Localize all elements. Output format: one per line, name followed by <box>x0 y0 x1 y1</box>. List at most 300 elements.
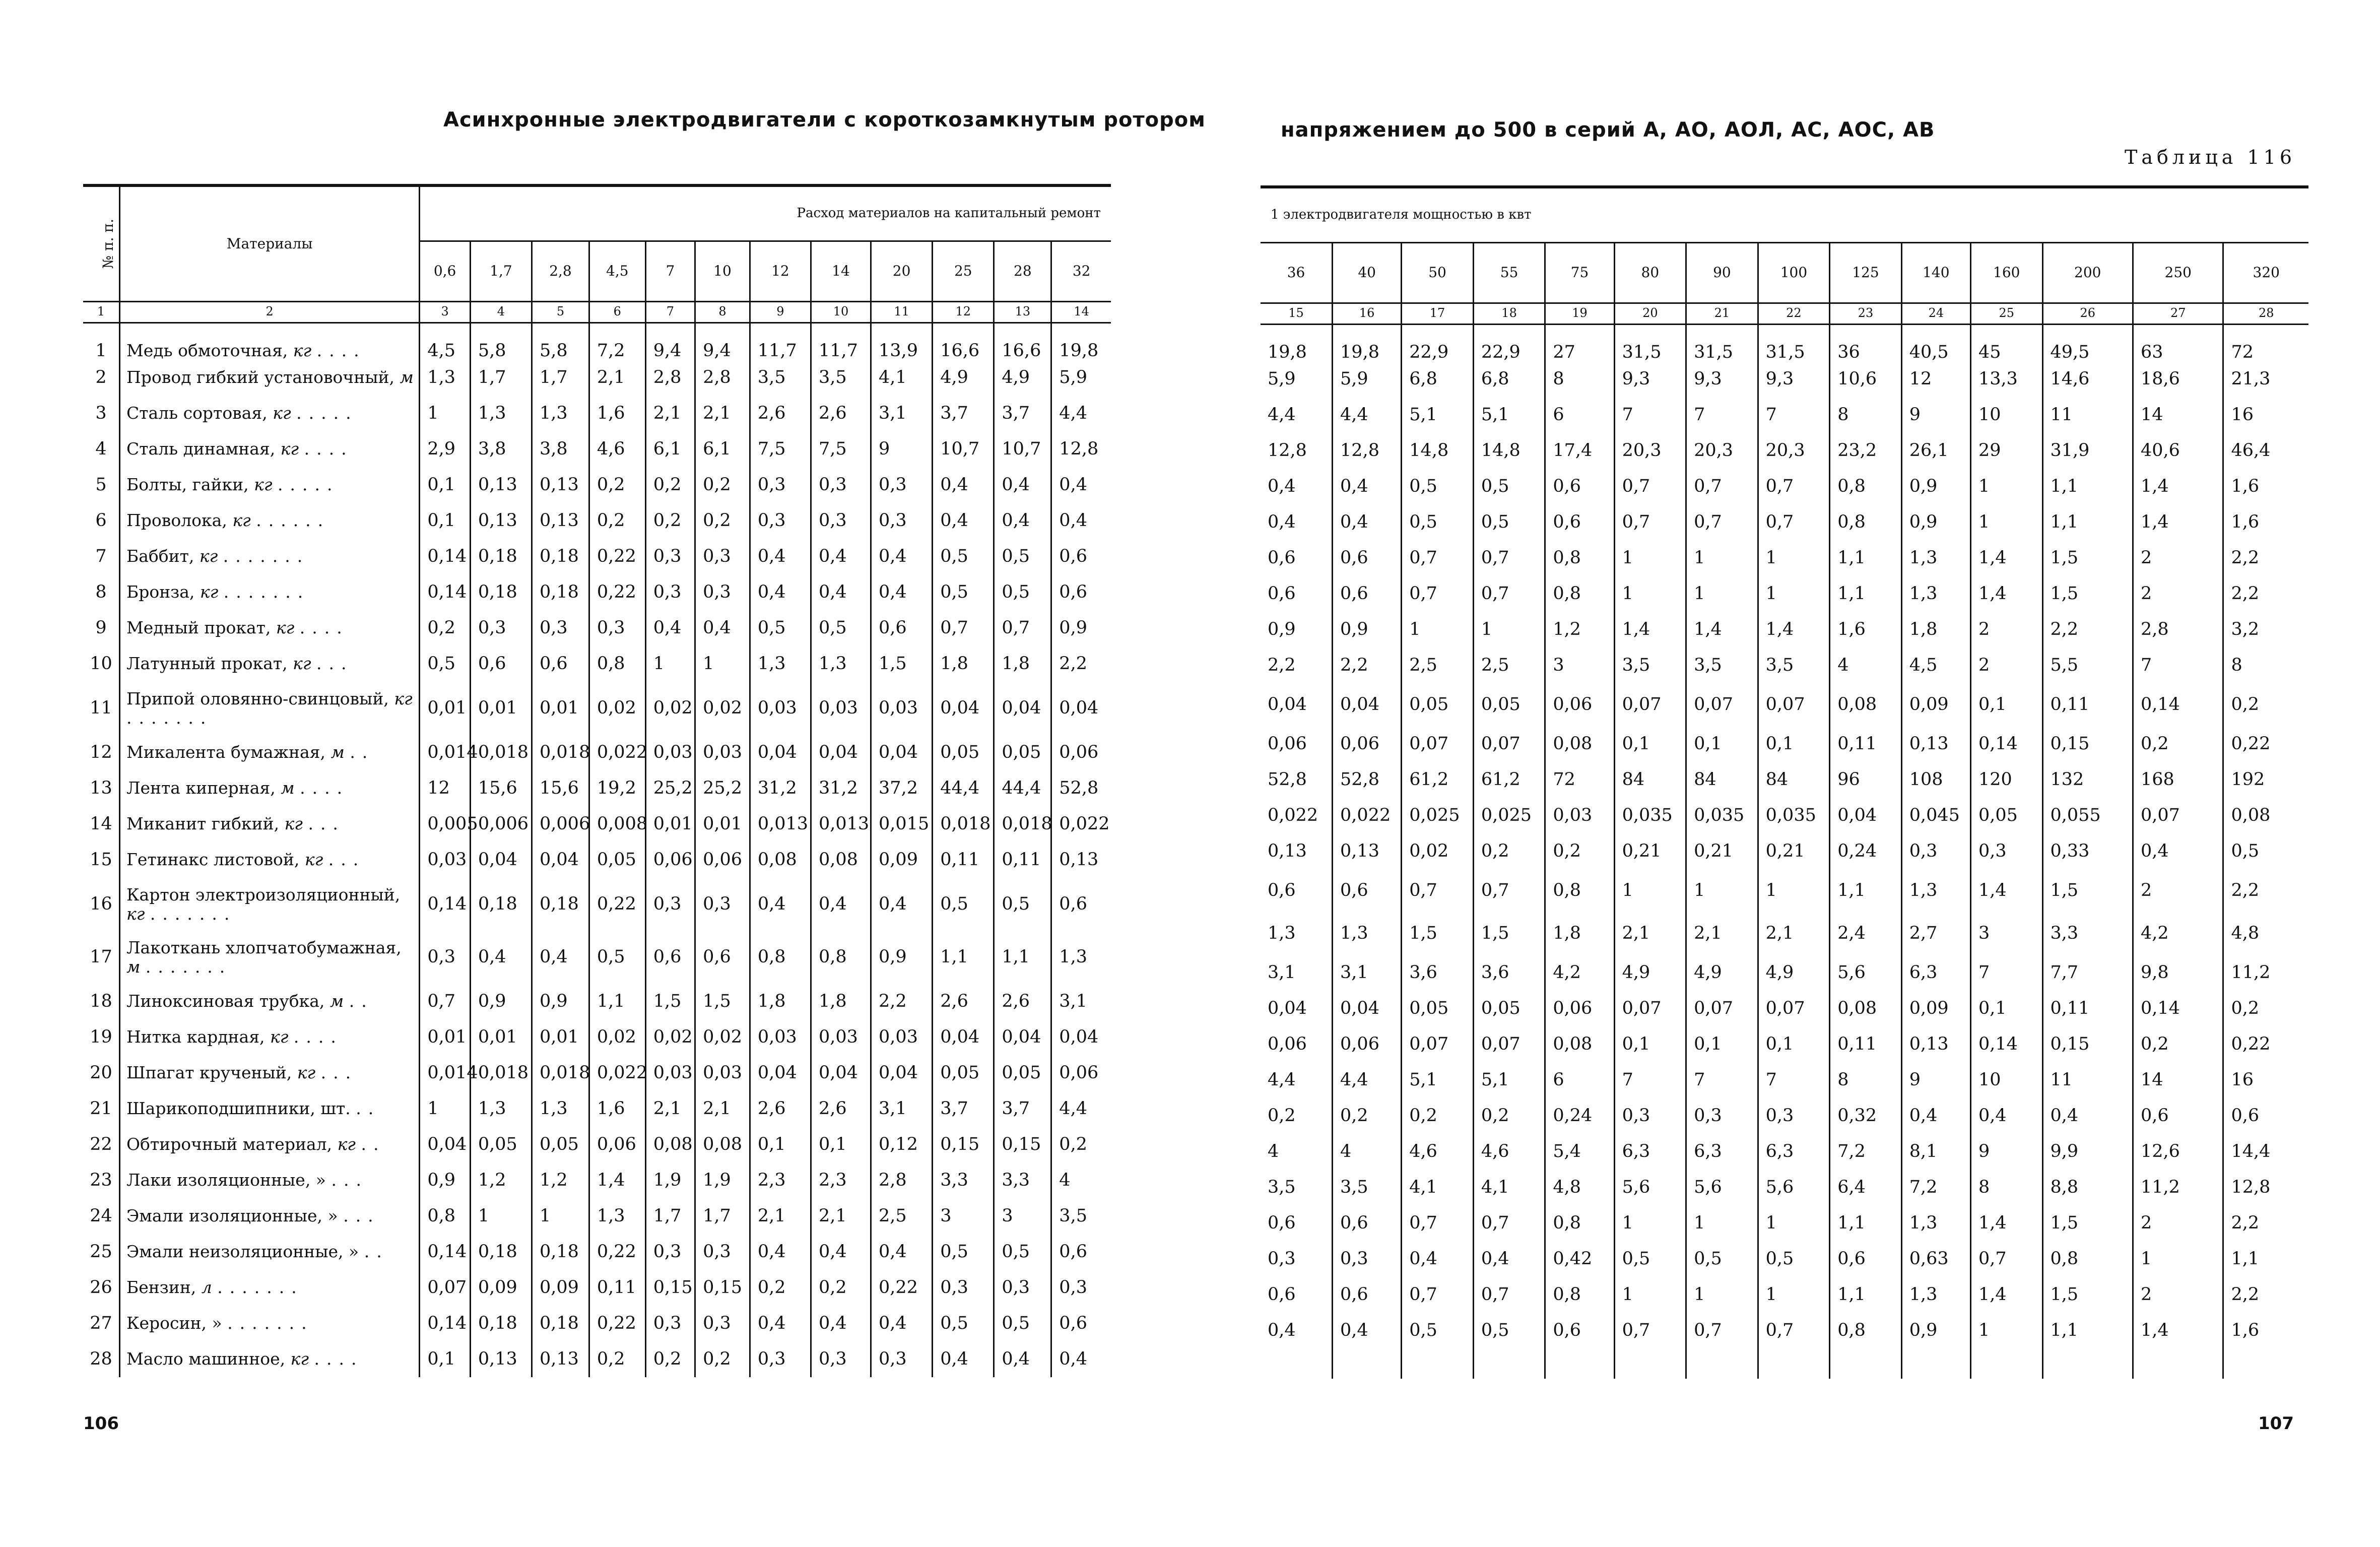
row-number: 13 <box>83 770 119 806</box>
material-name: Картон электроизоляционный, <box>126 884 401 905</box>
value-cell: 1,4 <box>2133 1313 2223 1348</box>
value-cell: 0,18 <box>470 1234 532 1270</box>
value-cell: 1,1 <box>933 931 994 984</box>
leader-dots: ....... <box>217 1277 304 1298</box>
value-cell: 0,04 <box>1830 798 1902 833</box>
leader-dots: .... <box>316 340 366 360</box>
value-cell: 1 <box>1758 869 1830 912</box>
power-header-cell: 50 <box>1402 242 1474 303</box>
value-cell: 2 <box>2133 576 2223 612</box>
value-cell: 0,2 <box>750 1270 811 1306</box>
value-cell: 0,7 <box>1686 504 1758 540</box>
value-cell: 1,4 <box>1970 540 2042 576</box>
value-cell: 19,8 <box>1261 324 1333 361</box>
value-cell: 1,1 <box>2042 504 2133 540</box>
material-name: Шпагат крученый, <box>126 1063 292 1083</box>
value-cell: 0,2 <box>2133 726 2223 762</box>
value-cell: 31,2 <box>811 770 871 806</box>
value-cell: 0,06 <box>1545 683 1614 726</box>
value-cell: 0,035 <box>1758 798 1830 833</box>
value-cell: 12,8 <box>1059 439 1099 460</box>
material-unit: кг <box>284 814 303 834</box>
value-cell: 10 <box>1970 397 2042 433</box>
value-cell: 1,5 <box>1402 912 1474 955</box>
value-cell: 8 <box>1970 1170 2042 1205</box>
value-cell: 0,1 <box>1758 1026 1830 1062</box>
value-cell: 0,4 <box>1333 469 1402 504</box>
value-cell: 3 <box>1545 648 1614 683</box>
value-cell: 3,3 <box>2042 912 2133 955</box>
value-cell: 5,9 <box>1261 361 1333 397</box>
left-page-title: Асинхронные электродвигатели с короткозамкнутым ротором <box>443 108 1206 132</box>
value-cell: 0,7 <box>1758 1313 1830 1348</box>
value-cell: 0,4 <box>750 1234 811 1270</box>
row-number: 27 <box>83 1306 119 1341</box>
value-cell: 0,11 <box>2042 991 2133 1026</box>
value-cell: 0,22 <box>589 1306 645 1341</box>
value-cell: 0,2 <box>1545 833 1614 869</box>
value-cell: 0,05 <box>1473 991 1545 1026</box>
empty-cell <box>2133 1348 2223 1379</box>
value-cell: 3,5 <box>1614 648 1686 683</box>
value-cell: 0,4 <box>871 1234 933 1270</box>
value-cell: 1,4 <box>1970 576 2042 612</box>
value-cell: 0,07 <box>1402 1026 1474 1062</box>
value-cell: 0,05 <box>1970 798 2042 833</box>
value-cell: 6,8 <box>1473 361 1545 397</box>
value-cell: 0,04 <box>811 1055 871 1091</box>
value-cell: 2,6 <box>811 1091 871 1127</box>
value-cell: 0,06 <box>589 1127 645 1163</box>
right-page <box>1190 0 2380 1547</box>
value-cell: 4,1 <box>1473 1170 1545 1205</box>
value-cell: 0,4 <box>994 1341 1051 1377</box>
value-cell: 0,8 <box>750 931 811 984</box>
value-cell: 2,9 <box>420 431 470 467</box>
column-number-cell: 1 <box>83 301 119 323</box>
value-cell: 0,04 <box>933 682 994 735</box>
value-cell: 0,13 <box>470 1341 532 1377</box>
value-cell: 0,5 <box>1686 1241 1758 1277</box>
value-cell: 0,05 <box>532 1127 589 1163</box>
value-cell: 3,5 <box>1059 1206 1087 1227</box>
value-cell: 0,07 <box>420 1270 470 1306</box>
value-cell: 31,5 <box>1758 324 1830 361</box>
value-cell: 0,2 <box>1059 1134 1087 1155</box>
material-name-cell <box>119 984 419 1019</box>
material-unit: м <box>329 991 344 1011</box>
value-cell: 0,4 <box>1473 1241 1545 1277</box>
value-cell: 0,022 <box>1261 798 1333 833</box>
leader-dots: ...... <box>256 510 330 531</box>
value-cell: 0,8 <box>811 931 871 984</box>
value-cell: 0,22 <box>589 878 645 931</box>
value-cell: 23,2 <box>1830 433 1902 469</box>
value-cell: 0,13 <box>1261 833 1333 869</box>
right-materials-table <box>1261 185 2308 1379</box>
row-number: 21 <box>83 1091 119 1127</box>
value-cell: 0,04 <box>871 1055 933 1091</box>
material-unit: кг <box>290 1349 309 1369</box>
value-cell: 1,1 <box>2042 1313 2133 1348</box>
table-row <box>83 931 1111 984</box>
material-name-cell <box>119 1270 419 1306</box>
value-cell: 2,3 <box>750 1163 811 1198</box>
value-cell: 0,8 <box>2042 1241 2133 1277</box>
value-cell: 0,4 <box>695 610 750 646</box>
material-name-cell <box>119 431 419 467</box>
power-header-cell: 7 <box>645 241 695 301</box>
material-unit: кг <box>293 654 311 674</box>
value-cell: 4,8 <box>1545 1170 1614 1205</box>
value-cell: 1,1 <box>2042 469 2133 504</box>
value-cell: 1,7 <box>532 360 589 396</box>
left-materials-table <box>83 184 1111 1377</box>
table-row <box>1261 540 2308 576</box>
table-row <box>1261 955 2308 991</box>
table-row <box>1261 1170 2308 1205</box>
empty-cell <box>1545 1348 1614 1379</box>
value-cell: 1 <box>1686 1277 1758 1313</box>
value-cell: 0,6 <box>1333 1205 1402 1241</box>
value-cell: 0,4 <box>470 931 532 984</box>
value-cell: 0,2 <box>695 467 750 503</box>
table-row <box>1261 833 2308 869</box>
value-cell: 1 <box>420 396 470 431</box>
value-cell: 0,5 <box>589 931 645 984</box>
value-cell: 3,7 <box>994 396 1051 431</box>
power-header-cell: 20 <box>871 241 933 301</box>
value-cell: 12,8 <box>2231 1177 2271 1198</box>
value-cell: 1,9 <box>645 1163 695 1198</box>
value-cell: 5,6 <box>1758 1170 1830 1205</box>
value-cell: 0,01 <box>695 806 750 842</box>
value-cell: 0,3 <box>695 574 750 610</box>
value-cell: 192 <box>2231 769 2265 790</box>
value-cell: 0,03 <box>871 682 933 735</box>
table-row <box>1261 1277 2308 1313</box>
value-cell: 9,4 <box>695 323 750 360</box>
value-cell: 1 <box>1970 1313 2042 1348</box>
value-cell: 1 <box>1614 540 1686 576</box>
value-cell: 4 <box>1830 648 1902 683</box>
value-cell: 0,01 <box>470 1019 532 1055</box>
table-row <box>1261 361 2308 397</box>
value-cell: 0,14 <box>1970 1026 2042 1062</box>
value-cell: 0,05 <box>1402 991 1474 1026</box>
value-cell: 1,8 <box>750 984 811 1019</box>
value-cell: 0,6 <box>1059 1242 1087 1262</box>
row-number: 3 <box>83 396 119 431</box>
value-cell: 0,5 <box>933 539 994 574</box>
table-row <box>1261 683 2308 726</box>
material-name-cell <box>119 682 419 735</box>
value-cell: 0,6 <box>1261 1277 1333 1313</box>
value-cell: 0,4 <box>750 574 811 610</box>
value-cell: 1,3 <box>811 646 871 682</box>
value-cell: 0,01 <box>420 1019 470 1055</box>
value-cell: 0,18 <box>470 539 532 574</box>
value-cell: 2,1 <box>695 1091 750 1127</box>
value-cell: 0,21 <box>1686 833 1758 869</box>
column-number-cell: 2 <box>119 301 419 323</box>
row-number: 26 <box>83 1270 119 1306</box>
value-cell: 0,13 <box>1059 850 1099 870</box>
value-cell: 46,4 <box>2231 440 2271 461</box>
empty-cell <box>1261 1348 1333 1379</box>
table-row <box>1261 504 2308 540</box>
value-cell: 12,8 <box>1261 433 1333 469</box>
value-cell: 16 <box>2231 405 2254 425</box>
value-cell: 0,18 <box>532 574 589 610</box>
value-cell: 0,4 <box>645 610 695 646</box>
table-row <box>83 878 1111 931</box>
material-name-cell <box>119 323 419 360</box>
value-cell: 0,2 <box>1473 833 1545 869</box>
value-cell: 1,4 <box>1970 869 2042 912</box>
column-number-cell: 27 <box>2133 303 2223 324</box>
column-number-cell: 23 <box>1830 303 1902 324</box>
value-cell: 15,6 <box>532 770 589 806</box>
value-cell: 0,3 <box>750 467 811 503</box>
value-cell: 2,7 <box>1901 912 1970 955</box>
material-name-cell <box>119 1127 419 1163</box>
value-cell: 1,3 <box>750 646 811 682</box>
value-cell: 0,13 <box>1901 1026 1970 1062</box>
value-cell: 0,3 <box>645 574 695 610</box>
value-cell: 1,4 <box>1686 612 1758 648</box>
value-cell: 1,5 <box>2042 540 2133 576</box>
material-name-cell <box>119 878 419 931</box>
value-cell: 61,2 <box>1473 762 1545 798</box>
value-cell: 0,4 <box>2133 833 2223 869</box>
value-cell: 0,5 <box>1402 469 1474 504</box>
value-cell: 4,5 <box>420 323 470 360</box>
value-cell: 0,4 <box>532 931 589 984</box>
value-cell: 84 <box>1614 762 1686 798</box>
leader-dots: ... <box>316 654 354 674</box>
value-cell: 0,1 <box>1614 726 1686 762</box>
material-name-cell <box>119 931 419 984</box>
value-cell: 0,14 <box>420 1234 470 1270</box>
power-header-cell: 90 <box>1686 242 1758 303</box>
value-cell: 9 <box>1901 397 1970 433</box>
value-cell: 0,8 <box>1545 540 1614 576</box>
column-number-cell: 18 <box>1473 303 1545 324</box>
value-cell: 11,2 <box>2133 1170 2223 1205</box>
table-row <box>1261 912 2308 955</box>
value-cell: 4,4 <box>1261 397 1333 433</box>
table-row <box>83 1127 1111 1163</box>
value-cell: 29 <box>1970 433 2042 469</box>
value-cell: 1,3 <box>1901 1205 1970 1241</box>
column-number-cell: 25 <box>1970 303 2042 324</box>
table-row <box>83 735 1111 770</box>
value-cell: 1,3 <box>1059 947 1087 968</box>
material-unit: кг <box>394 688 413 708</box>
value-cell: 3,8 <box>470 431 532 467</box>
value-cell: 0,4 <box>871 1306 933 1341</box>
value-cell: 0,08 <box>1545 726 1614 762</box>
value-cell: 2,2 <box>2042 612 2133 648</box>
material-name: Нитка кардная, <box>126 1027 265 1047</box>
value-cell: 0,03 <box>420 842 470 878</box>
value-cell: 1 <box>695 646 750 682</box>
value-cell: 2,2 <box>1261 648 1333 683</box>
value-cell: 0,3 <box>811 467 871 503</box>
value-cell: 0,7 <box>994 610 1051 646</box>
value-cell: 15,6 <box>470 770 532 806</box>
column-number-cell: 5 <box>532 301 589 323</box>
value-cell: 0,07 <box>1473 726 1545 762</box>
value-cell: 0,025 <box>1402 798 1474 833</box>
value-cell: 0,02 <box>645 682 695 735</box>
value-cell: 0,5 <box>1402 504 1474 540</box>
material-name-cell <box>119 1055 419 1091</box>
value-cell: 3 <box>933 1198 994 1234</box>
value-cell: 14 <box>2133 397 2223 433</box>
material-name: Миканит гибкий, <box>126 814 280 834</box>
value-cell: 0,5 <box>994 1306 1051 1341</box>
leader-dots: ... <box>343 1206 380 1226</box>
value-cell: 0,9 <box>1901 504 1970 540</box>
value-cell: 6 <box>1545 1062 1614 1098</box>
column-number-cell: 26 <box>2042 303 2133 324</box>
value-cell: 0,2 <box>420 610 470 646</box>
value-cell: 2,8 <box>2133 612 2223 648</box>
value-cell: 0,13 <box>470 503 532 539</box>
value-cell: 0,6 <box>532 646 589 682</box>
value-cell: 8,8 <box>2042 1170 2133 1205</box>
row-number: 2 <box>83 360 119 396</box>
value-cell: 0,01 <box>420 682 470 735</box>
value-cell: 1,6 <box>2231 512 2260 533</box>
material-unit: кг <box>200 582 219 602</box>
leader-dots: .... <box>293 1027 343 1047</box>
value-cell: 1,1 <box>1830 1205 1902 1241</box>
table-row <box>1261 648 2308 683</box>
value-cell: 1,7 <box>645 1198 695 1234</box>
value-cell: 0,5 <box>933 1306 994 1341</box>
value-cell: 4,4 <box>1059 1099 1087 1119</box>
value-cell: 0,4 <box>811 574 871 610</box>
value-cell: 1,6 <box>1830 612 1902 648</box>
value-cell: 0,9 <box>1261 612 1333 648</box>
value-cell: 0,7 <box>1614 504 1686 540</box>
value-cell: 0,07 <box>1614 683 1686 726</box>
value-cell: 0,4 <box>933 1341 994 1377</box>
value-cell: 4 <box>1059 1170 1071 1191</box>
value-cell: 0,2 <box>2231 694 2260 715</box>
value-cell: 6,3 <box>1614 1134 1686 1170</box>
table-row <box>1261 397 2308 433</box>
value-cell: 84 <box>1758 762 1830 798</box>
value-cell: 2 <box>1970 612 2042 648</box>
value-cell: 0,04 <box>994 1019 1051 1055</box>
value-cell: 0,14 <box>2133 991 2223 1026</box>
value-cell: 0,018 <box>994 806 1051 842</box>
value-cell: 1 <box>420 1091 470 1127</box>
value-cell: 0,13 <box>1901 726 1970 762</box>
value-cell: 0,24 <box>1545 1098 1614 1134</box>
value-cell: 2,2 <box>871 984 933 1019</box>
leader-dots: .. <box>364 1242 389 1262</box>
value-cell: 2,6 <box>750 1091 811 1127</box>
power-header-cell: 12 <box>750 241 811 301</box>
value-cell: 0,6 <box>1059 582 1087 603</box>
value-cell: 7,2 <box>1901 1170 1970 1205</box>
value-cell: 1,3 <box>1261 912 1333 955</box>
value-cell: 0,18 <box>532 1306 589 1341</box>
value-cell: 0,09 <box>532 1270 589 1306</box>
column-number-cell: 7 <box>645 301 695 323</box>
value-cell: 0,6 <box>1333 1277 1402 1313</box>
value-cell: 0,05 <box>994 735 1051 770</box>
value-cell: 17,4 <box>1545 433 1614 469</box>
value-cell: 0,5 <box>994 539 1051 574</box>
material-name: Эмали изоляционные, » <box>126 1206 338 1226</box>
value-cell: 0,5 <box>1614 1241 1686 1277</box>
value-cell: 26,1 <box>1901 433 1970 469</box>
value-cell: 0,13 <box>1333 833 1402 869</box>
value-cell: 0,7 <box>1614 1313 1686 1348</box>
table-row <box>1261 576 2308 612</box>
value-cell: 14,8 <box>1402 433 1474 469</box>
table-row <box>83 467 1111 503</box>
value-cell: 44,4 <box>994 770 1051 806</box>
value-cell: 5,8 <box>532 323 589 360</box>
value-cell: 1,2 <box>532 1163 589 1198</box>
value-cell: 72 <box>2231 342 2254 362</box>
value-cell: 2 <box>2133 869 2223 912</box>
value-cell: 1,3 <box>589 1198 645 1234</box>
table-row <box>1261 762 2308 798</box>
value-cell: 0,18 <box>532 539 589 574</box>
table-row <box>83 1091 1111 1127</box>
value-cell: 0,6 <box>1545 1313 1614 1348</box>
leader-dots: ....... <box>145 956 232 977</box>
table-row <box>1261 798 2308 833</box>
value-cell: 0,24 <box>1830 833 1902 869</box>
value-cell: 0,9 <box>1901 1313 1970 1348</box>
material-name: Шарикоподшипники, шт. <box>126 1099 351 1119</box>
value-cell: 0,22 <box>2231 1034 2271 1055</box>
value-cell: 19,2 <box>589 770 645 806</box>
value-cell: 0,06 <box>1261 726 1333 762</box>
material-name: Лаки изоляционные, » <box>126 1170 326 1190</box>
value-cell: 0,035 <box>1614 798 1686 833</box>
table-row <box>83 1055 1111 1091</box>
value-cell: 0,08 <box>695 1127 750 1163</box>
value-cell: 0,6 <box>1261 576 1333 612</box>
value-cell: 5,5 <box>2042 648 2133 683</box>
value-cell: 4,9 <box>1758 955 1830 991</box>
value-cell: 84 <box>1686 762 1758 798</box>
value-cell: 4,9 <box>1614 955 1686 991</box>
value-cell: 3,7 <box>994 1091 1051 1127</box>
table-row <box>1261 726 2308 762</box>
value-cell: 1 <box>2133 1241 2223 1277</box>
value-cell: 0,08 <box>1830 683 1902 726</box>
value-cell: 0,18 <box>470 574 532 610</box>
column-number-cell: 8 <box>695 301 750 323</box>
value-cell: 0,18 <box>470 1306 532 1341</box>
material-name: Эмали неизоляционные, » <box>126 1242 359 1262</box>
value-cell: 0,05 <box>1473 683 1545 726</box>
value-cell: 0,04 <box>933 1019 994 1055</box>
empty-cell <box>1830 1348 1902 1379</box>
value-cell: 0,1 <box>1686 1026 1758 1062</box>
